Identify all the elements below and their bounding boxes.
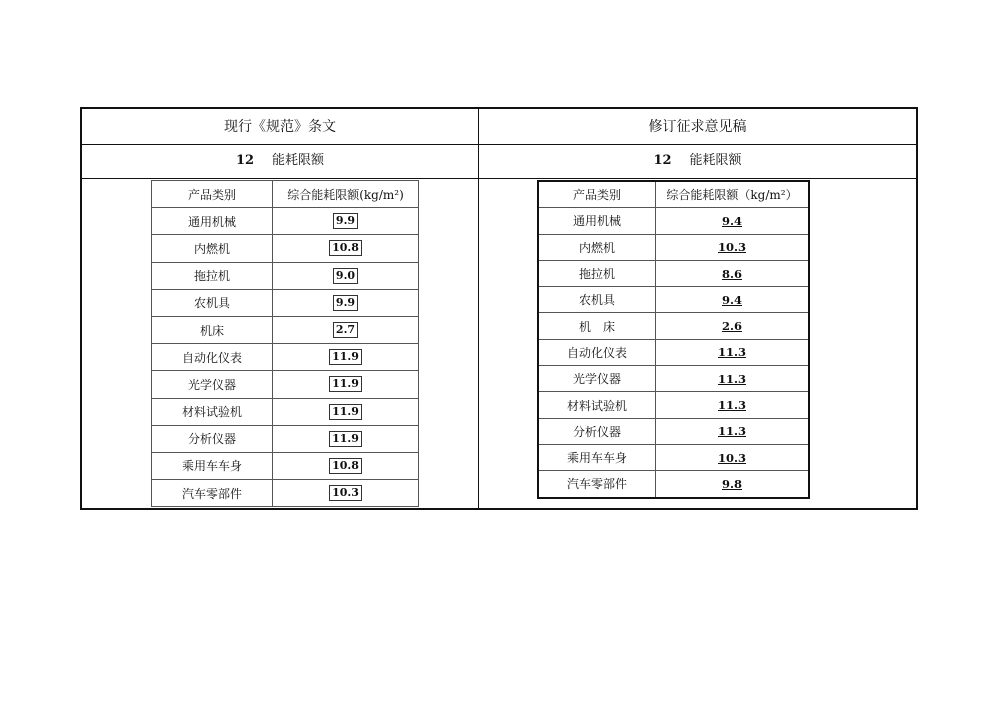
category-cell: 自动化仪表 [152,344,273,371]
limit-cell [656,366,810,392]
limit-cell [273,235,419,262]
category-cell: 机 床 [538,313,656,339]
table-row [538,339,809,365]
limit-value: 11.9 [329,431,362,447]
limit-cell [273,262,419,289]
category-cell: 分析仪器 [152,425,273,452]
category-cell: 内燃机 [538,234,656,260]
right-energy-table [537,180,810,499]
category-cell: 通用机械 [538,208,656,234]
limit-value: 2.7 [333,322,358,338]
left-section-number: 12 [235,153,255,168]
category-cell: 分析仪器 [538,418,656,444]
limit-cell [656,392,810,418]
limit-cell [656,234,810,260]
table-row [538,260,809,286]
category-cell: 农机具 [538,287,656,313]
table-row [538,471,809,498]
table-row [538,313,809,339]
limit-value: 11.3 [717,398,746,413]
table-row [152,262,419,289]
limit-cell [273,208,419,235]
table-row [152,452,419,479]
limit-cell [273,452,419,479]
category-cell: 汽车零部件 [152,480,273,507]
limit-value: 9.4 [721,292,742,307]
limit-value: 2.6 [721,319,742,334]
limit-cell [656,471,810,498]
table-row [538,234,809,260]
table-row [152,289,419,316]
comparison-table [80,107,918,510]
limit-cell [656,260,810,286]
table-row [152,235,419,262]
left-section-title: 能耗限额 [272,153,325,168]
limit-cell [656,313,810,339]
category-cell: 机床 [152,316,273,343]
header-limit: 综合能耗限额(kg/m²) [273,181,419,208]
limit-value: 8.6 [721,266,742,281]
right-section-heading [479,145,916,177]
limit-value: 9.9 [333,213,358,229]
table-row [538,208,809,234]
header-category: 产品类别 [538,181,656,208]
limit-cell [273,480,419,507]
limit-cell [656,444,810,470]
limit-value: 11.9 [329,404,362,420]
limit-value: 9.8 [721,476,742,491]
table-row [152,480,419,507]
category-cell: 拖拉机 [152,262,273,289]
table-header-row [152,181,419,208]
category-cell: 乘用车车身 [538,444,656,470]
limit-value: 10.8 [329,458,362,474]
right-section-number: 12 [653,153,672,168]
left-section-heading [82,145,478,177]
left-column-title: 现行《规范》条文 [224,119,336,135]
header-category: 产品类别 [152,181,273,208]
category-cell: 农机具 [152,289,273,316]
table-row [152,208,419,235]
table-row [538,392,809,418]
table-row [538,444,809,470]
table-row [538,366,809,392]
limit-value: 9.0 [333,268,358,284]
limit-value: 11.9 [329,376,362,392]
category-cell: 汽车零部件 [538,471,656,498]
category-cell: 材料试验机 [152,398,273,425]
limit-cell [656,208,810,234]
row-divider [82,178,916,179]
limit-cell [656,418,810,444]
right-section-title: 能耗限额 [689,153,742,168]
category-cell: 光学仪器 [152,371,273,398]
category-cell: 通用机械 [152,208,273,235]
left-energy-table [151,180,419,507]
limit-cell [273,425,419,452]
limit-value: 11.3 [717,345,746,360]
limit-cell [273,344,419,371]
limit-cell [273,398,419,425]
limit-value: 11.9 [329,349,362,365]
header-limit: 综合能耗限额（kg/m²） [656,181,810,208]
table-row [152,398,419,425]
limit-value: 9.4 [721,213,742,228]
table-row [538,287,809,313]
limit-value: 9.9 [333,295,358,311]
limit-cell [273,316,419,343]
category-cell: 乘用车车身 [152,452,273,479]
limit-value: 11.3 [717,424,746,439]
category-cell: 自动化仪表 [538,339,656,365]
limit-value: 10.8 [329,240,362,256]
limit-cell [273,371,419,398]
category-cell: 光学仪器 [538,366,656,392]
table-row [152,316,419,343]
table-row [152,344,419,371]
limit-value: 10.3 [717,240,746,255]
category-cell: 内燃机 [152,235,273,262]
limit-value: 11.3 [717,371,746,386]
category-cell: 拖拉机 [538,260,656,286]
table-row [152,371,419,398]
table-row [538,418,809,444]
limit-value: 10.3 [717,450,746,465]
limit-cell [656,339,810,365]
limit-cell [273,289,419,316]
table-header-row [538,181,809,208]
table-row [152,425,419,452]
right-column-title: 修订征求意见稿 [648,119,747,135]
limit-cell [656,287,810,313]
category-cell: 材料试验机 [538,392,656,418]
limit-value: 10.3 [329,485,362,501]
